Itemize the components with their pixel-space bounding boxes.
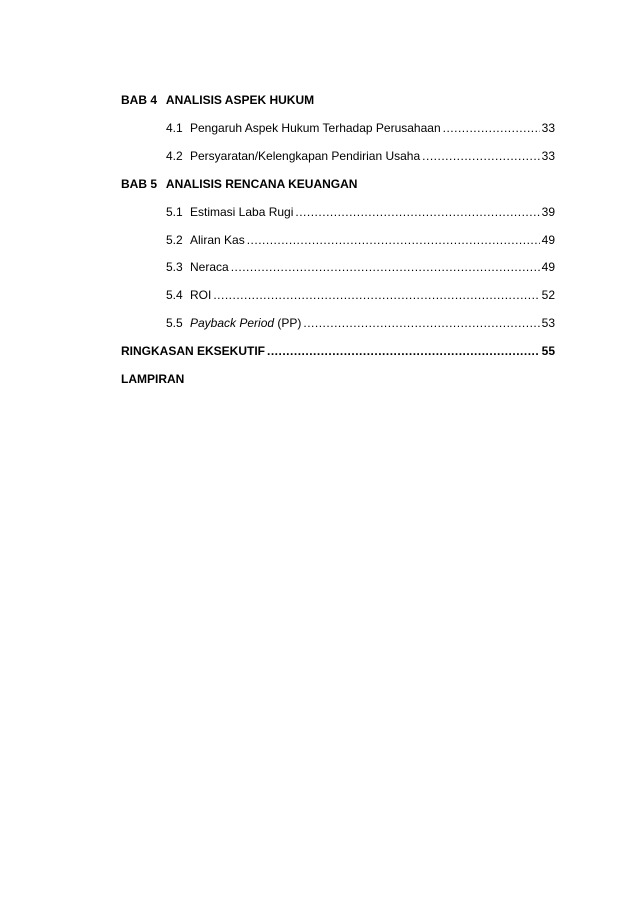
dot-leader <box>267 344 540 358</box>
section-title: LAMPIRAN <box>121 372 185 386</box>
page-number: 33 <box>541 121 555 135</box>
dot-leader <box>422 149 539 163</box>
section-number: 5.5 <box>166 316 183 330</box>
section-title: RINGKASAN EKSEKUTIF <box>121 344 266 358</box>
page-number: 39 <box>541 205 555 219</box>
section-number: 5.3 <box>166 260 183 274</box>
section-title: ROI <box>190 288 212 302</box>
toc-entry-ringkasan-eksekutif <box>121 344 555 358</box>
dot-leader <box>443 121 540 135</box>
section-number: 4.2 <box>166 149 183 163</box>
dot-leader <box>247 233 540 247</box>
toc-entry-5-3 <box>166 260 555 274</box>
dot-leader <box>231 260 540 274</box>
toc-entry-4-1 <box>166 121 555 135</box>
page-number: 52 <box>541 288 555 302</box>
toc-entry-5-5 <box>166 316 555 330</box>
chapter-heading-bab-4 <box>121 93 314 107</box>
chapter-heading-bab-5 <box>121 177 357 191</box>
section-title: Pengaruh Aspek Hukum Terhadap Perusahaan <box>190 121 441 135</box>
section-number: 5.2 <box>166 233 183 247</box>
section-title: Aliran Kas <box>190 233 245 247</box>
toc-entry-4-2 <box>166 149 555 163</box>
section-title: Estimasi Laba Rugi <box>190 205 294 219</box>
page-number: 49 <box>541 260 555 274</box>
section-title-rest: (PP) <box>274 316 302 330</box>
dot-leader <box>303 316 539 330</box>
toc-entry-lampiran <box>121 372 184 386</box>
chapter-number: BAB 5 <box>121 177 158 191</box>
chapter-title: ANALISIS RENCANA KEUANGAN <box>165 177 358 191</box>
toc-entry-5-1 <box>166 205 555 219</box>
page-number: 33 <box>541 149 555 163</box>
page-number: 55 <box>541 344 555 358</box>
dot-leader <box>295 205 539 219</box>
chapter-title: ANALISIS ASPEK HUKUM <box>165 93 315 107</box>
section-number: 4.1 <box>166 121 183 135</box>
page-number: 53 <box>541 316 555 330</box>
section-title-italic: Payback Period <box>190 316 275 330</box>
toc-entry-5-4 <box>166 288 555 302</box>
section-title: Neraca <box>190 260 229 274</box>
page-number: 49 <box>541 233 555 247</box>
section-number: 5.1 <box>166 205 183 219</box>
dot-leader <box>213 288 539 302</box>
section-title: Persyaratan/Kelengkapan Pendirian Usaha <box>190 149 421 163</box>
toc-entry-5-2 <box>166 233 555 247</box>
chapter-number: BAB 4 <box>121 93 158 107</box>
section-number: 5.4 <box>166 288 183 302</box>
section-title <box>190 316 301 330</box>
